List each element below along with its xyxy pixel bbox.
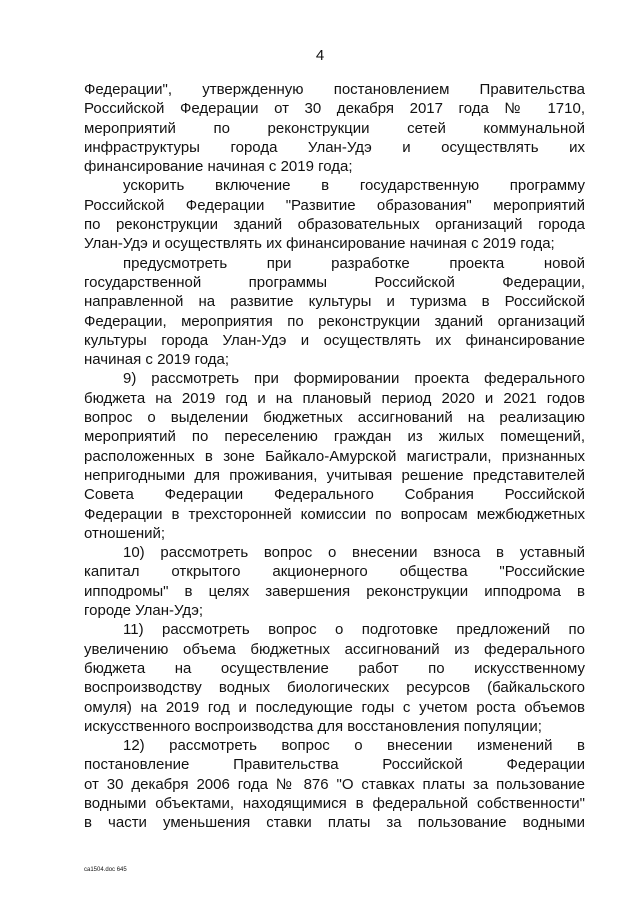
- text-line: культуры города Улан-Удэ и осуществлять их финансирование: [84, 331, 585, 349]
- text-line: в части уменьшения ставки платы за пользование водными: [84, 814, 585, 832]
- text-line: 12) рассмотреть вопрос о внесении изменений в: [123, 737, 585, 755]
- text-line: постановление Правительства Российской Федерации: [84, 756, 585, 774]
- text-line: начиная с 2019 года;: [84, 351, 230, 369]
- text-line: Федерации, мероприятия по реконструкции зданий организаций: [84, 312, 585, 330]
- text-line: инфраструктуры города Улан-Удэ и осуществлять их: [84, 138, 585, 156]
- text-line: бюджета на 2019 год и на плановый период 2020 и 2021 годов: [84, 389, 585, 407]
- text-line: Российской Федерации "Развитие образования" мероприятий: [84, 196, 585, 214]
- paragraph: [84, 254, 585, 370]
- text-line: ипподромы" в целях завершения реконструкции ипподрома в: [84, 582, 585, 600]
- page-number: 4: [315, 47, 325, 64]
- text-line: мероприятий по переселению граждан из жилых помещений,: [84, 428, 585, 446]
- text-line: расположенных в зоне Байкало-Амурской магистрали, признанных: [84, 447, 585, 465]
- paragraph: [84, 369, 585, 543]
- paragraph: [84, 80, 585, 176]
- text-line: Российской Федерации от 30 декабря 2017 года № 1710,: [84, 100, 585, 118]
- text-line: городе Улан-Удэ;: [84, 602, 204, 620]
- text-line: бюджета на осуществление работ по искусственному: [84, 659, 585, 677]
- text-line: искусственного воспроизводства для восстановления популяции;: [84, 717, 542, 735]
- text-line: Федерации в трехсторонней комиссии по вопросам межбюджетных: [84, 505, 585, 523]
- text-line: увеличению объема бюджетных ассигнований из федерального: [84, 640, 585, 658]
- text-line: 10) рассмотреть вопрос о внесении взноса в уставный: [123, 544, 585, 562]
- text-line: Совета Федерации Федерального Собрания Российской: [84, 486, 585, 504]
- text-line: воспроизводству водных биологических ресурсов (байкальского: [84, 679, 585, 697]
- paragraph: [84, 176, 585, 253]
- text-line: водными объектами, находящимися в федеральной собственности": [84, 794, 585, 812]
- paragraph: [84, 736, 585, 832]
- text-line: по реконструкции зданий образовательных организаций города: [84, 216, 585, 234]
- text-line: предусмотреть при разработке проекта новой: [123, 254, 585, 272]
- paragraph: [84, 543, 585, 620]
- text-line: капитал открытого акционерного общества "Российские: [84, 563, 585, 581]
- text-line: омуля) на 2019 год и последующие годы с учетом роста объемов: [84, 698, 585, 716]
- text-line: финансирование начиная с 2019 года;: [84, 158, 353, 176]
- paragraph: [84, 620, 585, 736]
- text-line: ускорить включение в государственную программу: [123, 177, 585, 195]
- text-line: мероприятий по реконструкции сетей коммунальной: [84, 119, 585, 137]
- file-reference-footer: ca1504.doc 645: [84, 867, 127, 873]
- text-line: направленной на развитие культуры и туризма в Российской: [84, 293, 585, 311]
- text-line: Федерации", утвержденную постановлением Правительства: [84, 81, 585, 98]
- text-line: государственной программы Российской Федерации,: [84, 273, 585, 291]
- document-body: [84, 80, 585, 833]
- text-line: отношений;: [84, 524, 166, 542]
- text-line: от 30 декабря 2006 года № 876 "О ставках платы за пользование: [84, 775, 585, 793]
- text-line: вопрос о выделении бюджетных ассигнований на реализацию: [84, 409, 585, 427]
- text-line: непригодными для проживания, учитывая решение представителей: [84, 466, 585, 484]
- text-line: 11) рассмотреть вопрос о подготовке предложений по: [123, 621, 585, 639]
- text-line: 9) рассмотреть при формировании проекта федерального: [123, 370, 585, 388]
- text-line: Улан-Удэ и осуществлять их финансирование начиная с 2019 года;: [84, 235, 555, 253]
